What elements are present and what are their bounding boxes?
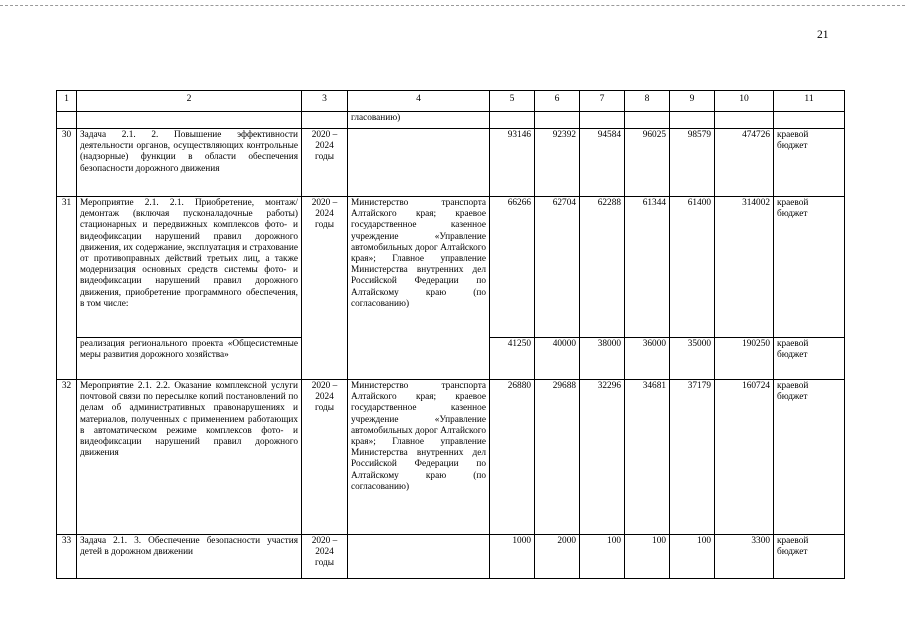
value-2023: 34681 bbox=[625, 380, 670, 535]
subproject-name: реализация регионального проекта «Общесистемные меры развития дорожного хозяйства» bbox=[77, 338, 302, 380]
value-2022: 94584 bbox=[580, 129, 625, 197]
funding-source: краевой бюджет bbox=[774, 197, 845, 338]
value-2020: 41250 bbox=[490, 338, 535, 380]
empty-cell bbox=[535, 112, 580, 129]
value-total: 314002 bbox=[715, 197, 774, 338]
row-number: 31 bbox=[57, 197, 77, 380]
value-2023: 96025 bbox=[625, 129, 670, 197]
header-cell: 9 bbox=[670, 91, 715, 112]
value-2024: 98579 bbox=[670, 129, 715, 197]
executor-cell: Министерство транспорта Алтайского края; краевое государственное казенное учреждение «Управление автомобильных дорог Алтайского края»; Главное управление Министерства внутренних дел Российской Федерации по Алтайскому краю (по согласованию) bbox=[348, 380, 490, 535]
value-2020: 1000 bbox=[490, 535, 535, 579]
funding-source: краевой бюджет bbox=[774, 535, 845, 579]
period-cell: 2020 – 2024 годы bbox=[302, 380, 348, 535]
table-row bbox=[57, 197, 845, 338]
value-2021: 29688 bbox=[535, 380, 580, 535]
row-number: 33 bbox=[57, 535, 77, 579]
value-2022: 100 bbox=[580, 535, 625, 579]
page-number: 21 bbox=[817, 29, 829, 41]
value-2021: 92392 bbox=[535, 129, 580, 197]
funding-source: краевой бюджет bbox=[774, 338, 845, 380]
measure-name: Мероприятие 2.1. 2.2. Оказание комплексной услуги почтовой связи по пересылке копий постановлений по делам об административных правонарушениях и материалов, полученных с применением работающих в автоматическом режиме комплексов фото- и видеофиксации нарушений правил дорожного движения bbox=[77, 380, 302, 535]
executor-cell: Министерство транспорта Алтайского края; краевое государственное казенное учреждение «Управление автомобильных дорог Алтайского края»; Главное управление Министерства внутренних дел Российской Федерации по Алтайскому краю (по согласованию) bbox=[348, 197, 490, 380]
empty-cell bbox=[715, 112, 774, 129]
empty-cell bbox=[490, 112, 535, 129]
header-cell: 2 bbox=[77, 91, 302, 112]
value-total: 190250 bbox=[715, 338, 774, 380]
row-number: 32 bbox=[57, 380, 77, 535]
header-cell: 5 bbox=[490, 91, 535, 112]
header-row bbox=[57, 91, 845, 112]
empty-cell bbox=[302, 112, 348, 129]
header-cell: 11 bbox=[774, 91, 845, 112]
value-2023: 61344 bbox=[625, 197, 670, 338]
table-row bbox=[57, 535, 845, 579]
task-name: Задача 2.1. 2. Повышение эффективности деятельности органов, осуществляющих контрольные (надзорные) функции в области обеспечения безопасности дорожного движения bbox=[77, 129, 302, 197]
continuation-row bbox=[57, 112, 845, 129]
program-table bbox=[56, 90, 845, 579]
empty-cell bbox=[625, 112, 670, 129]
empty-cell bbox=[670, 112, 715, 129]
value-total: 160724 bbox=[715, 380, 774, 535]
value-2023: 36000 bbox=[625, 338, 670, 380]
header-cell: 1 bbox=[57, 91, 77, 112]
measure-name: Мероприятие 2.1. 2.1. Приобретение, монтаж/демонтаж (включая пусконаладочные работы) стационарных и передвижных комплексов фото- и видеофиксации нарушений правил дорожного движения, их содержание, эксплуатация и страхование от противоправных действий третьих лиц, а также модернизация основных средств системы фото- и видеофиксации нарушений правил дорожного движения, приобретение программного обеспечения, в том числе: bbox=[77, 197, 302, 338]
value-2024: 100 bbox=[670, 535, 715, 579]
funding-source: краевой бюджет bbox=[774, 380, 845, 535]
period-cell: 2020 – 2024 годы bbox=[302, 197, 348, 380]
header-cell: 4 bbox=[348, 91, 490, 112]
table-row bbox=[57, 129, 845, 197]
value-2022: 62288 bbox=[580, 197, 625, 338]
period-cell: 2020 – 2024 годы bbox=[302, 129, 348, 197]
value-2021: 40000 bbox=[535, 338, 580, 380]
header-cell: 8 bbox=[625, 91, 670, 112]
empty-cell bbox=[77, 112, 302, 129]
value-total: 474726 bbox=[715, 129, 774, 197]
header-cell: 6 bbox=[535, 91, 580, 112]
value-2024: 35000 bbox=[670, 338, 715, 380]
header-cell: 3 bbox=[302, 91, 348, 112]
table-row bbox=[57, 380, 845, 535]
value-2023: 100 bbox=[625, 535, 670, 579]
value-2021: 2000 bbox=[535, 535, 580, 579]
empty-cell bbox=[57, 112, 77, 129]
empty-cell bbox=[774, 112, 845, 129]
value-2022: 38000 bbox=[580, 338, 625, 380]
value-2020: 66266 bbox=[490, 197, 535, 338]
value-2020: 26880 bbox=[490, 380, 535, 535]
executor-cell: гласованию) bbox=[348, 112, 490, 129]
value-2021: 62704 bbox=[535, 197, 580, 338]
value-2020: 93146 bbox=[490, 129, 535, 197]
value-2024: 61400 bbox=[670, 197, 715, 338]
executor-cell bbox=[348, 535, 490, 579]
header-cell: 10 bbox=[715, 91, 774, 112]
task-name: Задача 2.1. 3. Обеспечение безопасности участия детей в дорожном движении bbox=[77, 535, 302, 579]
executor-cell bbox=[348, 129, 490, 197]
row-number: 30 bbox=[57, 129, 77, 197]
period-cell: 2020 – 2024 годы bbox=[302, 535, 348, 579]
value-2022: 32296 bbox=[580, 380, 625, 535]
funding-source: краевой бюджет bbox=[774, 129, 845, 197]
empty-cell bbox=[580, 112, 625, 129]
top-edge-rule bbox=[0, 5, 905, 6]
value-total: 3300 bbox=[715, 535, 774, 579]
header-cell: 7 bbox=[580, 91, 625, 112]
value-2024: 37179 bbox=[670, 380, 715, 535]
